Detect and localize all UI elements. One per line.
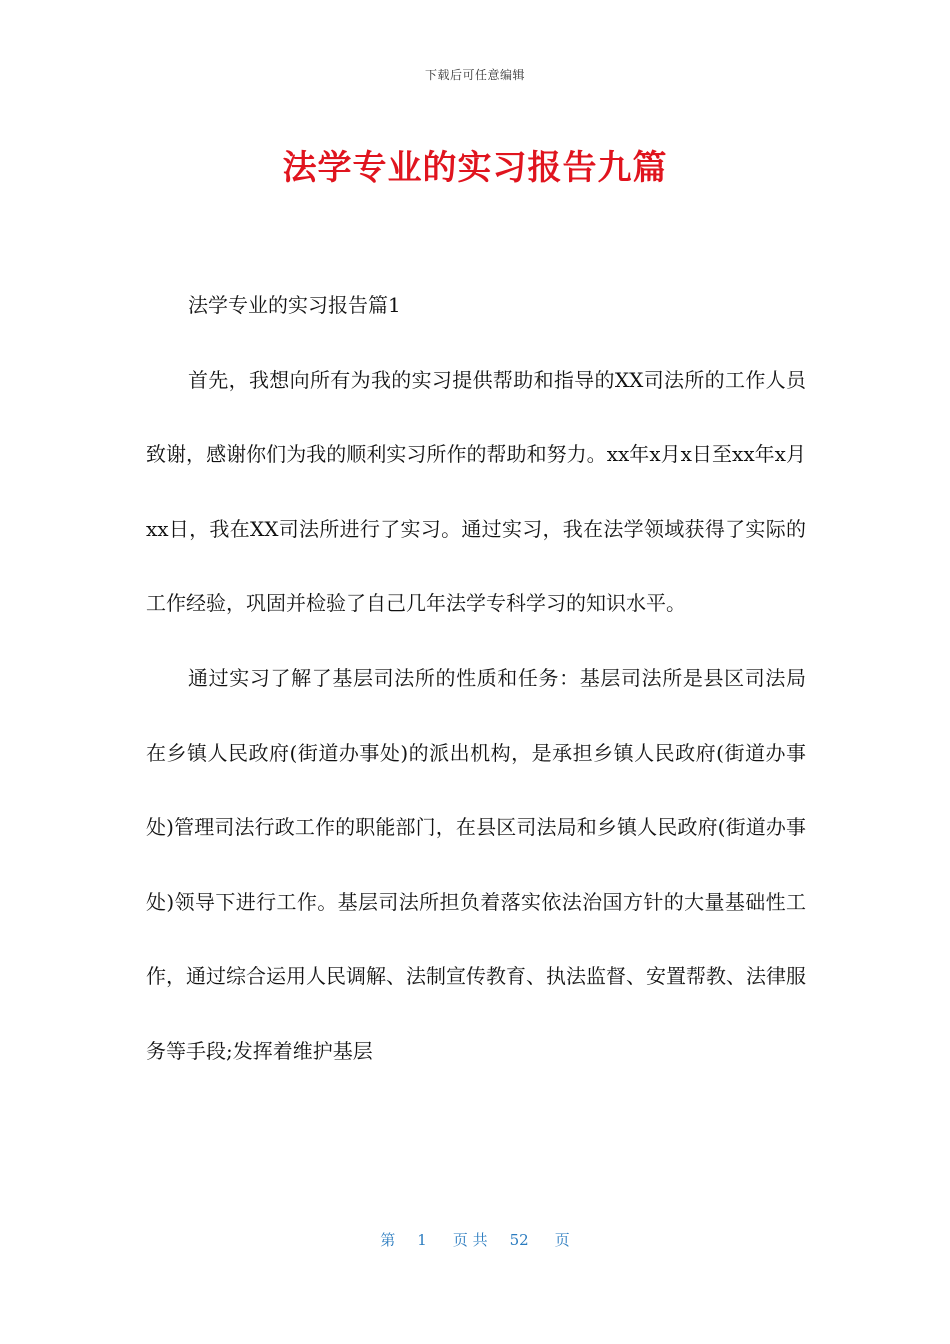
footer-page-label: 第 — [380, 1231, 396, 1249]
page-footer — [0, 1229, 950, 1250]
footer-page-number: 1 — [417, 1231, 427, 1249]
document-body — [146, 268, 806, 1089]
footer-page-mid: 页 共 — [452, 1231, 488, 1249]
footer-page-end: 页 — [554, 1231, 570, 1249]
document-title: 法学专业的实习报告九篇 — [282, 148, 668, 188]
header-note: 下载后可任意编辑 — [424, 68, 525, 82]
section-heading: 法学专业的实习报告篇1 — [188, 293, 401, 317]
paragraph-2: 通过实习了解了基层司法所的性质和任务：基层司法所是县区司法局在乡镇人民政府(街道办事处)的派出机构，是承担乡镇人民政府(街道办事处)管理司法行政工作的职能部门，在县区司法局和乡镇人民政府(街道办事处)领导下进行工作。基层司法所担负着落实依法治国方针的大量基础性工作，通过综合运用人民调解、法制宣传教育、执法监督、安置帮教、法律服务等手段;发挥着维护基层 — [146, 665, 806, 1063]
paragraph-1: 首先，我想向所有为我的实习提供帮助和指导的XX司法所的工作人员致谢，感谢你们为我的顺利实习所作的帮助和努力。xx年x月x日至xx年x月xx日，我在XX司法所进行了实习。通过实习，我在法学领域获得了实际的工作经验，巩固并检验了自己几年法学专科学习的知识水平。 — [146, 367, 806, 616]
footer-total-pages: 52 — [509, 1231, 529, 1249]
